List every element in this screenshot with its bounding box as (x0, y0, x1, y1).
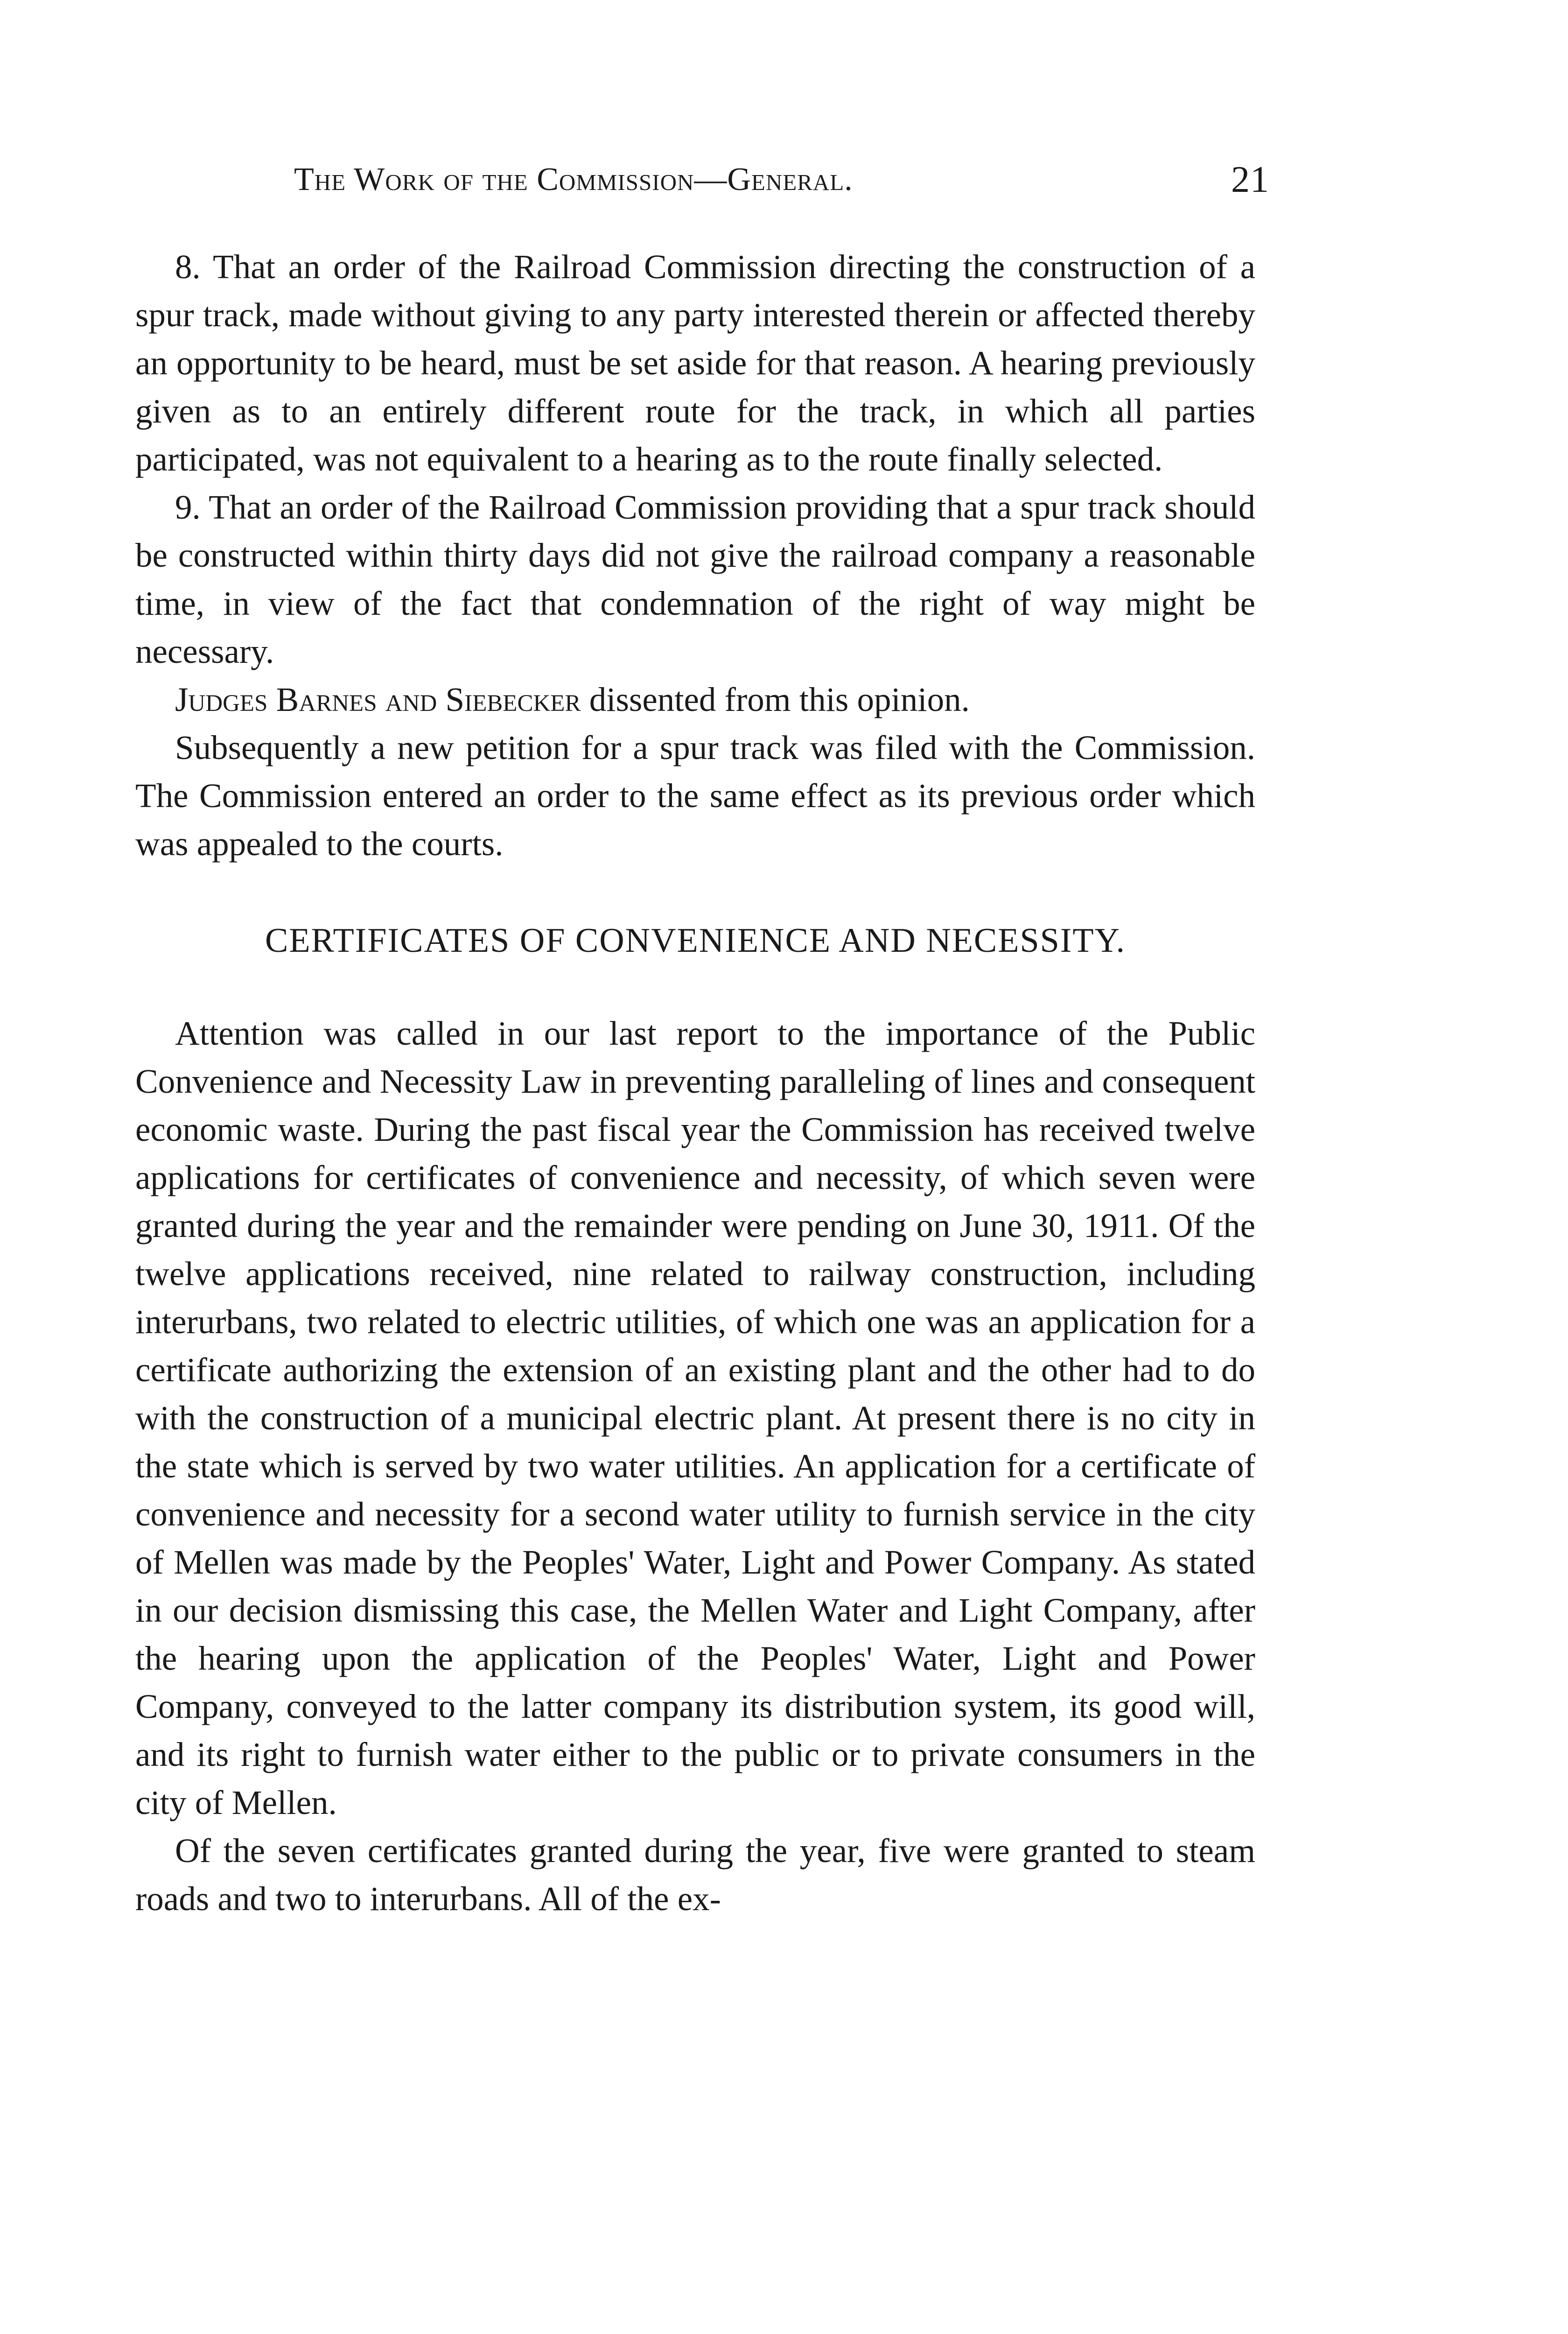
running-title: The Work of the Commission—General. (294, 162, 853, 197)
page-number: 21 (1231, 159, 1269, 200)
running-header (135, 154, 1269, 205)
paragraph-item-9: 9. That an order of the Railroad Commission providing that a spur track should be constructed within thirty days did not give the railroad company a reasonable time, in view of the fact that condemnation of the right of way might be necessary. (135, 488, 1255, 670)
section-heading: CERTIFICATES OF CONVENIENCE AND NECESSITY. (265, 921, 1126, 960)
judges-names: Judges Barnes and Siebecker (175, 681, 581, 718)
paragraph-subsequent: Subsequently a new petition for a spur track was filed with the Commission. The Commission entered an order to the same effect as its previous order which was appealed to the courts. (135, 729, 1255, 863)
paragraph-attention: Attention was called in our last report to the importance of the Public Convenience and Necessity Law in preventing paralleling of lines and consequent economic waste. During the past fiscal year the Commission has received twelve applications for certificates of convenience and necessity, of which seven were granted during the year and the remainder were pending on June 30, 1911. Of the twelve applications received, nine related to railway construction, including interurbans, two related to electric utilities, of which one was an application for a certificate authorizing the extension of an existing plant and the other had to do with the construction of a municipal electric plant. At present there is no city in the state which is served by two water utilities. An application for a certificate of convenience and necessity for a second water utility to furnish service in the city of Mellen was made by the Peoples' Water, Light and Power Company. As stated in our decision dismissing this case, the Mellen Water and Light Company, after the hearing upon the application of the Peoples' Water, Light and Power Company, conveyed to the latter company its distribution system, its good will, and its right to furnish water either to the public or to private consumers in the city of Mellen. (135, 1014, 1255, 1821)
paragraph-dissent (135, 675, 1255, 724)
paragraph-item-8: 8. That an order of the Railroad Commission directing the construction of a spur track, made without giving to any party interested therein or affected thereby an opportunity to be heard, must be set aside for that reason. A hearing previously given as to an entirely different route for the track, in which all parties participated, was not equivalent to a hearing as to the route finally selected. (135, 248, 1255, 478)
body-text (135, 243, 1255, 1923)
paragraph-seven-certificates: Of the seven certificates granted during the year, five were granted to steam roads and two to interurbans. All of the ex- (135, 1832, 1255, 1918)
dissent-text: dissented from this opinion. (581, 681, 970, 718)
document-page (135, 154, 1269, 1923)
